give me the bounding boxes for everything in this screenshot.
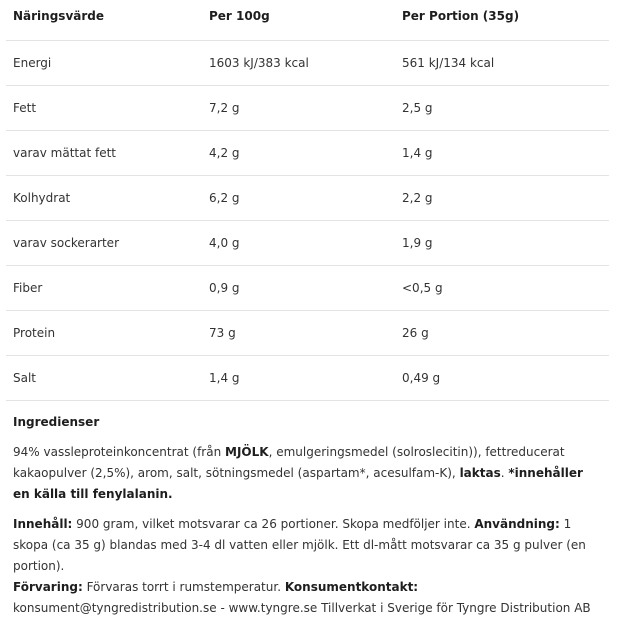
ingredients-text-part: , emulgeringsmedel (solroslecitin)), fettreducerat kakaopulver (2,5%), arom, salt, sötningsmedel (aspartam*, acesulfam-K), xyxy=(13,445,565,480)
value-per-100g: 6,2 g xyxy=(202,175,395,220)
nutrient-name: Energi xyxy=(6,40,202,85)
table-row xyxy=(6,265,609,310)
storage-text: Förvaras torrt i rumstemperatur. xyxy=(82,580,285,594)
nutrient-name: Fiber xyxy=(6,265,202,310)
value-per-100g: 1603 kJ/383 kcal xyxy=(202,40,395,85)
value-per-portion: 0,49 g xyxy=(395,355,609,400)
header-per-100g: Per 100g xyxy=(202,0,395,40)
value-per-portion: <0,5 g xyxy=(395,265,609,310)
table-row xyxy=(6,355,609,400)
value-per-100g: 0,9 g xyxy=(202,265,395,310)
contents-label: Innehåll: xyxy=(13,517,73,531)
nutrient-name: varav sockerarter xyxy=(6,220,202,265)
value-per-100g: 4,2 g xyxy=(202,130,395,175)
ingredients-text xyxy=(13,442,603,505)
usage-text: 1 skopa (ca 35 g) blandas med 3-4 dl vatten eller mjölk. Ett dl-mått motsvarar ca 35 g pulver (en portion). xyxy=(13,517,586,573)
value-per-100g: 4,0 g xyxy=(202,220,395,265)
table-row xyxy=(6,85,609,130)
value-per-portion: 2,2 g xyxy=(395,175,609,220)
contact-text: konsument@tyngredistribution.se - www.tyngre.se Tillverkat i Sverige för Tyngre Distribution AB xyxy=(13,601,591,615)
value-per-portion: 561 kJ/134 kcal xyxy=(395,40,609,85)
allergen-milk: MJÖLK xyxy=(225,445,269,459)
value-per-portion: 1,4 g xyxy=(395,130,609,175)
value-per-100g: 1,4 g xyxy=(202,355,395,400)
ingredients-section xyxy=(13,412,603,619)
table-row xyxy=(6,175,609,220)
nutrient-name: varav mättat fett xyxy=(6,130,202,175)
nutrient-name: Protein xyxy=(6,310,202,355)
ingredients-text-part: 94% vassleproteinkoncentrat (från xyxy=(13,445,225,459)
usage-label: Användning: xyxy=(474,517,560,531)
value-per-100g: 7,2 g xyxy=(202,85,395,130)
ingredients-title: Ingredienser xyxy=(13,415,100,429)
value-per-100g: 73 g xyxy=(202,310,395,355)
nutrient-name: Salt xyxy=(6,355,202,400)
table-row xyxy=(6,310,609,355)
ingredients-text-part: . xyxy=(500,466,509,480)
product-info xyxy=(13,514,603,619)
phenylalanine-note: *innehåller en källa till fenylalanin. xyxy=(13,466,583,501)
storage-label: Förvaring: xyxy=(13,580,83,594)
value-per-portion: 1,9 g xyxy=(395,220,609,265)
table-row xyxy=(6,130,609,175)
nutrient-name: Fett xyxy=(6,85,202,130)
contents-text: 900 gram, vilket motsvarar ca 26 portioner. Skopa medföljer inte. xyxy=(72,517,475,531)
table-row xyxy=(6,40,609,85)
header-per-portion: Per Portion (35g) xyxy=(395,0,609,40)
contact-label: Konsumentkontakt: xyxy=(284,580,419,594)
nutrient-name: Kolhydrat xyxy=(6,175,202,220)
table-row xyxy=(6,220,609,265)
value-per-portion: 26 g xyxy=(395,310,609,355)
nutrition-table xyxy=(6,0,609,401)
allergen-lactase: laktas xyxy=(459,466,501,480)
table-header-row xyxy=(6,0,609,40)
value-per-portion: 2,5 g xyxy=(395,85,609,130)
header-nutrient: Näringsvärde xyxy=(6,0,202,40)
